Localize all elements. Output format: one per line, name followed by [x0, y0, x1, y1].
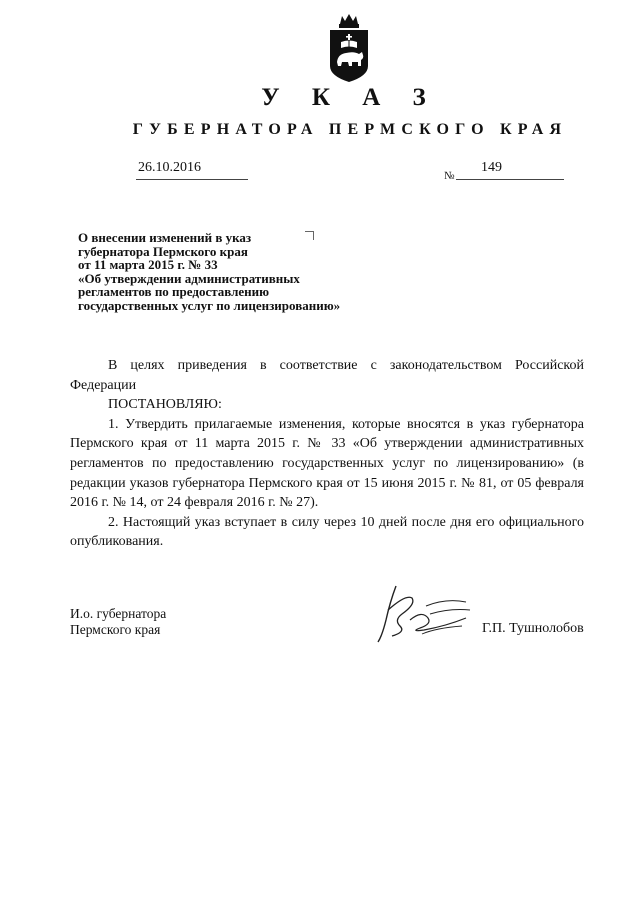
postanovlyayu-heading: ПОСТАНОВЛЯЮ: — [108, 397, 222, 413]
signatory-name: Г.П. Тушнолобов — [482, 621, 584, 636]
position-line-2: Пермского края — [70, 622, 161, 637]
document-subject — [78, 231, 340, 313]
subject-line: О внесении изменений в указ — [78, 230, 252, 245]
number-underline — [456, 179, 564, 180]
document-type-title: У К А З — [261, 84, 439, 111]
subject-line: от 11 марта 2015 г. № 33 — [78, 257, 218, 273]
item-2-paragraph: 2. Настоящий указ вступает в силу через 10 дней после дня его официального опубликования. — [70, 514, 584, 550]
document-number: 149 — [481, 160, 502, 175]
position-line-1: И.о. губернатора — [70, 606, 167, 621]
issuer-title: ГУБЕРНАТОРА ПЕРМСКОГО КРАЯ — [132, 121, 568, 138]
item-1-paragraph: 1. Утвердить прилагаемые изменения, которые вносятся в указ губернатора Пермского края от 11 марта 2015 г. № 33 «Об утверждении административных регламентов по предоставлению государственных услуг по лицензированию» (в редакции указов губернатора Пермского края от 15 июня 2015 г. № 81, от 05 февраля 2016 г. № 14, от 24 февраля 2016 г. № 27). — [70, 416, 584, 511]
signatory-position — [70, 606, 166, 638]
document-date: 26.10.2016 — [138, 160, 201, 175]
subject-line: регламентов по предоставлению — [78, 284, 270, 300]
subject-line: губернатора Пермского края — [78, 243, 248, 259]
coat-of-arms-icon — [326, 14, 372, 84]
preamble-paragraph: В целях приведения в соответствие с законодательством Российской Федерации — [70, 358, 584, 393]
subject-line: государственных услуг по лицензированию» — [78, 297, 341, 313]
subject-line: «Об утверждении административных — [78, 270, 300, 286]
handwritten-signature — [366, 580, 496, 646]
number-sign: № — [444, 170, 455, 182]
subject-corner-mark — [305, 231, 314, 240]
date-underline — [136, 179, 248, 180]
document-body — [70, 356, 584, 552]
